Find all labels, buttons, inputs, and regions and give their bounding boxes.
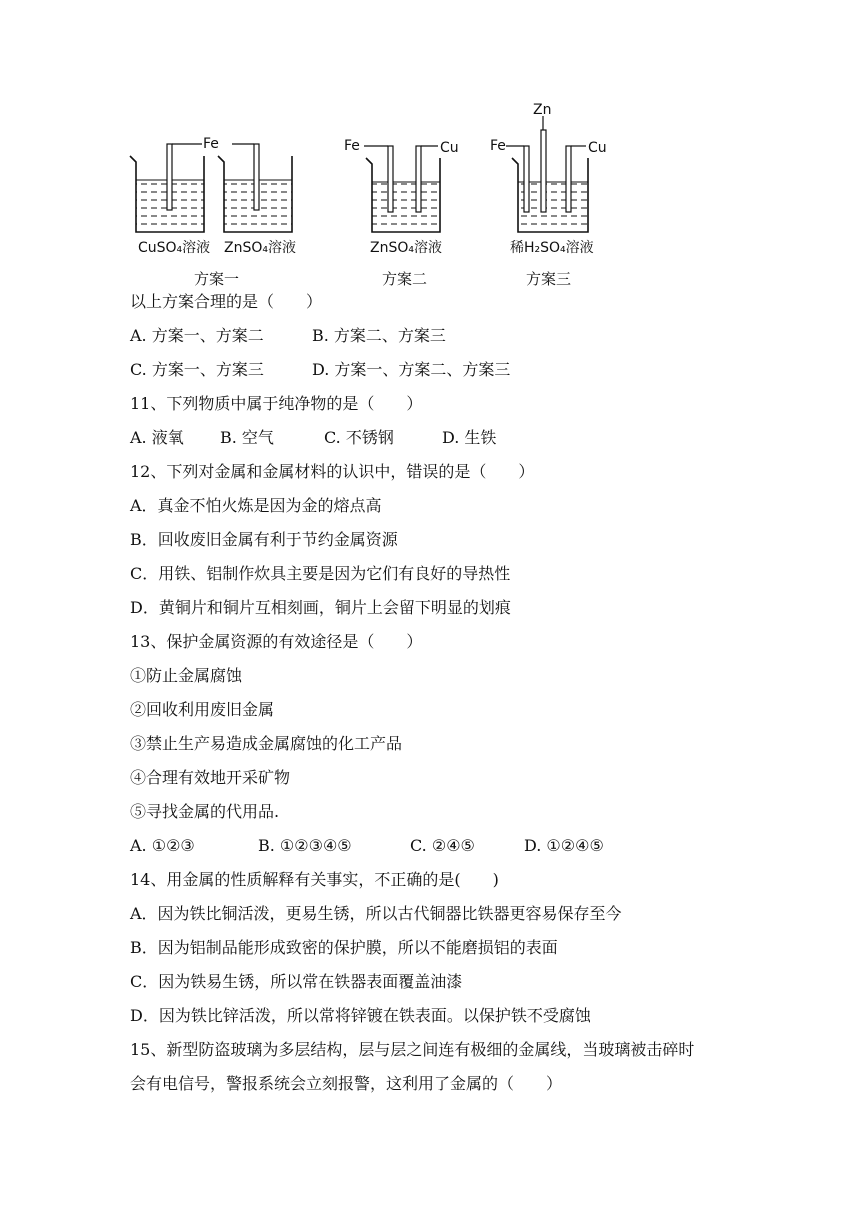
q13-stem: 13、保护金属资源的有效途径是（ ） [130, 632, 423, 651]
plan3-metal-right: Cu [588, 140, 607, 156]
q10-option-b: B. 方案二、方案三 [312, 326, 446, 345]
q14-option-a: A．因为铁比铜活泼，更易生锈，所以古代铜器比铁器更容易保存至今 [130, 904, 622, 923]
q11-option-d: D. 生铁 [442, 428, 497, 447]
q10-option-a: A. 方案一、方案二 [130, 326, 264, 345]
q14-option-d: D．因为铁比锌活泼，所以常将锌镀在铁表面。以保护铁不受腐蚀 [130, 1006, 591, 1025]
plan3-metal-top: Zn [533, 102, 552, 118]
q13-option-a: A. ①②③ [130, 836, 195, 855]
q14-stem: 14、用金属的性质解释有关事实，不正确的是( ) [130, 870, 499, 889]
plan1-beaker-left [130, 144, 204, 232]
q10-stem: 以上方案合理的是（ ） [130, 292, 323, 311]
q12-option-a: A．真金不怕火炼是因为金的熔点高 [130, 496, 382, 515]
plan2-solution: ZnSO₄溶液 [370, 240, 442, 256]
q12-option-d: D．黄铜片和铜片互相刻画，铜片上会留下明显的划痕 [130, 598, 511, 617]
q15-stem-line1: 15、新型防盗玻璃为多层结构，层与层之间连有极细的金属线，当玻璃被击碎时 [130, 1040, 695, 1059]
q13-option-b: B. ①②③④⑤ [258, 836, 352, 855]
plan1-caption: 方案一 [194, 270, 240, 288]
q10-option-d: D. 方案一、方案二、方案三 [312, 360, 511, 379]
q14-option-c: C．因为铁易生锈，所以常在铁器表面覆盖油漆 [130, 972, 463, 991]
q13-option-d: D. ①②④⑤ [524, 836, 604, 855]
q13-item-4: ④合理有效地开采矿物 [130, 768, 291, 787]
q13-item-2: ②回收利用废旧金属 [130, 700, 275, 719]
q11-option-a: A. 液氧 [130, 428, 184, 447]
plan1-metal-label: Fe [203, 136, 219, 152]
plan3-caption: 方案三 [526, 270, 572, 288]
q11-option-b: B. 空气 [220, 428, 274, 447]
q13-option-c: C. ②④⑤ [410, 836, 475, 855]
plan3-solution: 稀H₂SO₄溶液 [510, 240, 594, 256]
plan3-metal-left: Fe [490, 138, 506, 154]
q12-stem: 12、下列对金属和金属材料的认识中，错误的是（ ） [130, 462, 535, 481]
plan2-caption: 方案二 [382, 270, 428, 288]
q13-item-5: ⑤寻找金属的代用品. [130, 802, 280, 821]
q11-option-c: C. 不锈钢 [324, 428, 394, 447]
plan2-metal-right: Cu [440, 140, 459, 156]
q12-option-b: B．回收废旧金属有利于节约金属资源 [130, 530, 398, 549]
q12-option-c: C．用铁、铝制作炊具主要是因为它们有良好的导热性 [130, 564, 511, 583]
q13-item-1: ①防止金属腐蚀 [130, 666, 243, 685]
q13-item-3: ③禁止生产易造成金属腐蚀的化工产品 [130, 734, 403, 753]
q15-stem-line2: 会有电信号，警报系统会立刻报警，这利用了金属的（ ） [130, 1074, 563, 1093]
plan1-solution-left: CuSO₄溶液 [138, 240, 211, 256]
experiment-figure [120, 100, 640, 292]
plan2-metal-left: Fe [344, 138, 360, 154]
plan1-beaker-right [218, 144, 292, 232]
experiment-diagram [120, 100, 640, 292]
plan2-beaker [364, 146, 440, 232]
plan1-solution-right: ZnSO₄溶液 [224, 240, 296, 256]
q11-stem: 11、下列物质中属于纯净物的是（ ） [130, 394, 423, 413]
q14-option-b: B．因为铝制品能形成致密的保护膜，所以不能磨损铝的表面 [130, 938, 558, 957]
plan3-beaker [506, 116, 588, 232]
q10-option-c: C. 方案一、方案三 [130, 360, 264, 379]
